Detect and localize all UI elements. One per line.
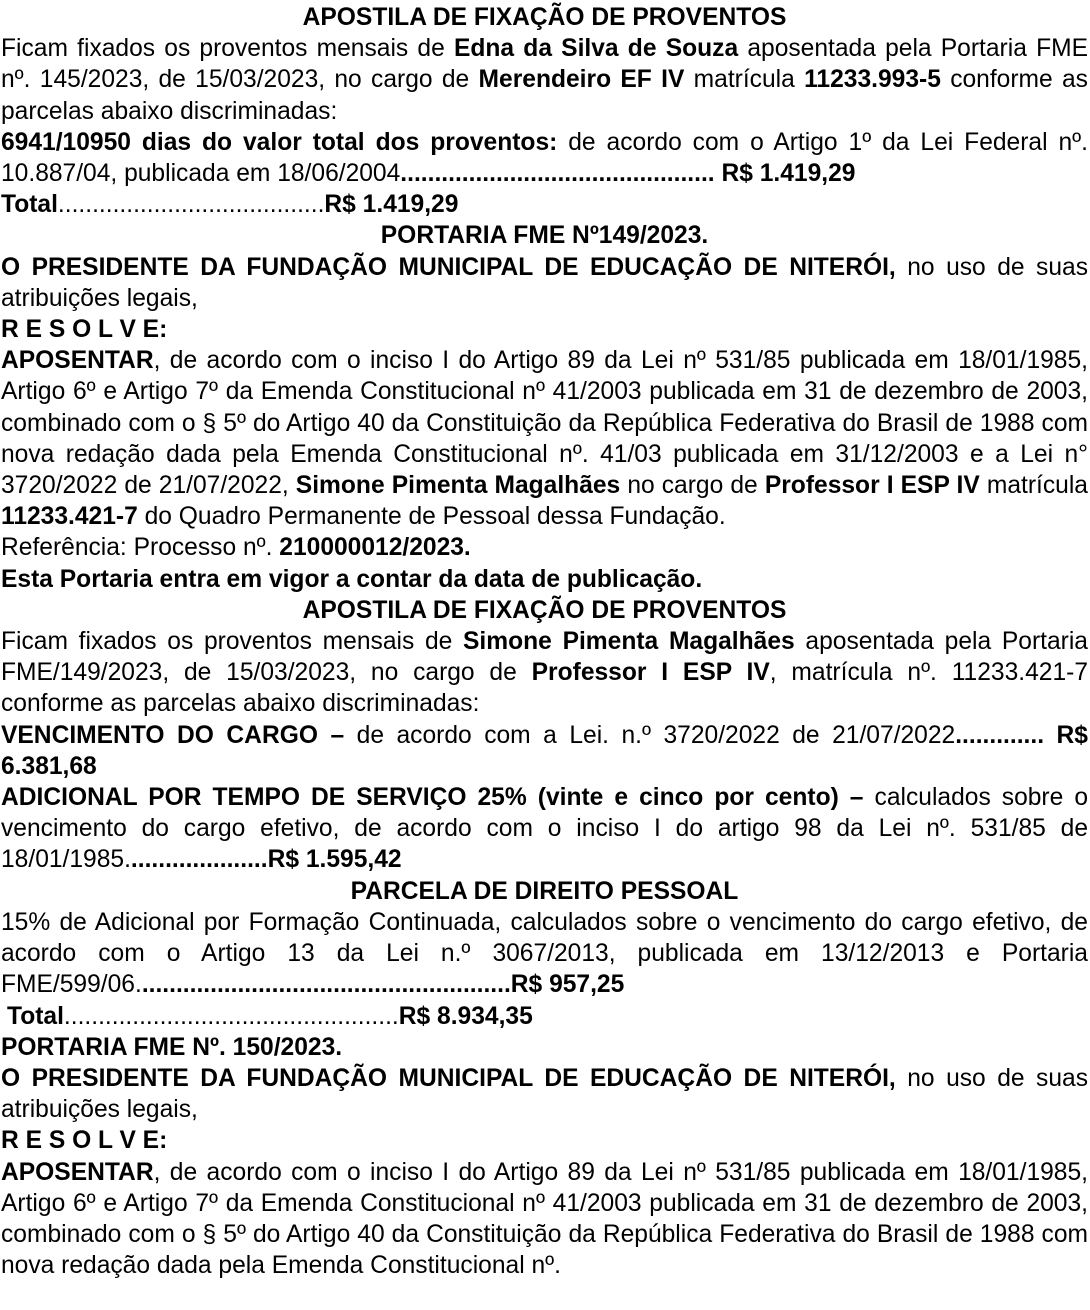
total-value: R$ 1.419,29 bbox=[324, 191, 459, 219]
beneficiary-name: Edna da Silva de Souza bbox=[453, 35, 739, 63]
apostila-2-heading: APOSTILA DE FIXAÇÃO DE PROVENTOS bbox=[302, 596, 787, 624]
intro-text: conforme as parcelas abaixo discriminadas: bbox=[1, 66, 1088, 125]
item-label: VENCIMENTO DO CARGO – bbox=[1, 721, 345, 749]
portaria-150-body bbox=[1, 1157, 1088, 1282]
adicional-item bbox=[1, 782, 1088, 876]
intro-text: aposentada pela Portaria FME nº. 145/2023, de 15/03/2023, no cargo de bbox=[1, 35, 1088, 94]
reference-label: Referência: Processo nº. bbox=[1, 534, 280, 562]
apostila-1-total bbox=[1, 189, 1088, 220]
item-text: 15% de Adicional por Formação Continuada, calculados sobre o vencimento do cargo efetivo, de acordo com o Artigo 13 da Lei n.º 3067/2013, publicada em 13/12/2013 e Portaria FME/599/06. bbox=[1, 908, 1088, 999]
item-value: R$ 1.419,29 bbox=[714, 160, 856, 188]
apostila-1-intro bbox=[1, 33, 1088, 127]
item-value: R$ 1.595,42 bbox=[267, 846, 402, 874]
item-value: R$ 6.381,68 bbox=[1, 721, 1088, 780]
president-text: no uso de suas atribuições legais, bbox=[1, 253, 1088, 312]
intro-text: , matrícula nº. 11233.421-7 conforme as parcelas abaixo discriminadas: bbox=[1, 659, 1089, 718]
leader-dots: .................... bbox=[130, 846, 268, 874]
effective-date-note: Esta Portaria entra em vigor a contar da data de publicação. bbox=[1, 565, 703, 593]
intro-text: Ficam fixados os proventos mensais de bbox=[1, 628, 464, 656]
intro-text: Ficam fixados os proventos mensais de bbox=[1, 35, 454, 63]
retiree-name: Simone Pimenta Magalhães bbox=[295, 472, 621, 500]
registration-number: 11233.421-7 bbox=[1, 503, 138, 531]
total-value: R$ 8.934,35 bbox=[398, 1002, 533, 1030]
process-reference bbox=[1, 532, 1088, 563]
body-text: matrícula bbox=[979, 472, 1088, 500]
resolve-label: R E S O L V E: bbox=[1, 1127, 168, 1155]
total-label: Total bbox=[7, 1002, 64, 1030]
portaria-149-heading: PORTARIA FME Nº149/2023. bbox=[380, 222, 709, 250]
job-title: Merendeiro EF IV bbox=[478, 66, 685, 94]
item-value: R$ 957,25 bbox=[510, 971, 625, 999]
resolve-label: R E S O L V E: bbox=[1, 316, 168, 344]
president-title: O PRESIDENTE DA FUNDAÇÃO MUNICIPAL DE EDUCAÇÃO DE NITERÓI, bbox=[1, 253, 896, 281]
item-text: de acordo com o Artigo 1º da Lei Federal nº. 10.887/04, publicada em 18/06/2004 bbox=[1, 128, 1088, 188]
process-number: 210000012/2023. bbox=[279, 534, 471, 562]
resolution-verb: APOSENTAR bbox=[1, 1158, 154, 1186]
apostila-2-intro bbox=[1, 626, 1088, 720]
item-text: de acordo com a Lei. n.º 3720/2022 de 21/07/2022 bbox=[344, 721, 956, 749]
job-title: Professor I ESP IV bbox=[764, 472, 980, 500]
portaria-149-president bbox=[1, 252, 1088, 314]
body-text: no cargo de bbox=[620, 472, 765, 500]
leader-dots: ...................................................... bbox=[141, 971, 511, 999]
job-title: Professor I ESP IV bbox=[531, 659, 770, 687]
leader-dots: ............. bbox=[955, 721, 1045, 749]
leader-dots: ................................................. bbox=[63, 1002, 399, 1030]
apostila-1-heading: APOSTILA DE FIXAÇÃO DE PROVENTOS bbox=[302, 4, 787, 31]
item-text: calculados sobre o vencimento do cargo efetivo, de acordo com o inciso I do artigo 98 da Lei nº. 531/85 de 18/01/1985. bbox=[1, 784, 1089, 874]
president-text: no uso de suas atribuições legais, bbox=[1, 1064, 1088, 1124]
body-text: , de acordo com o inciso I do Artigo 89 da Lei nº 531/85 publicada em 18/01/1985, Artigo 6º e Artigo 7º da Emenda Constitucional nº 41/2003 publicada em 31 de dezembro de 2003, combinado com o § 5º do Artigo 40 da Constituição da República Federativa do Brasil de 1988 com nova redação dada pela Emenda Constitucional nº. bbox=[1, 1158, 1088, 1280]
intro-text: matrícula bbox=[684, 66, 805, 94]
item-label: ADICIONAL POR TEMPO DE SERVIÇO 25% (vinte e cinco por cento) – bbox=[1, 784, 864, 812]
leader-dots: .............................................. bbox=[400, 160, 715, 188]
intro-text: aposentada pela Portaria FME/149/2023, de 15/03/2023, no cargo de bbox=[1, 628, 1088, 687]
body-text: , de acordo com o inciso I do Artigo 89 da Lei nº 531/85 publicada em 18/01/1985, Artigo 6º e Artigo 7º da Emenda Constitucional nº 41/2003 publicada em 31 de dezembro de 2003, combinado com o § 5º do Artigo 40 da Constituição da República Federativa do Brasil de 1988 com nova redação dada pela Emenda Constitucional nº. 41/03 publicada em 31/12/2003 e a Lei n° 3720/2022 de 21/07/2022, bbox=[1, 347, 1088, 500]
portaria-149-body bbox=[1, 345, 1088, 532]
body-text: do Quadro Permanente de Pessoal dessa Fundação. bbox=[137, 503, 726, 531]
item-label: 6941/10950 dias do valor total dos proventos: bbox=[1, 128, 558, 156]
registration-number: 11233.993-5 bbox=[804, 66, 941, 94]
leader-dots: ....................................... bbox=[57, 191, 325, 219]
parcela-heading: PARCELA DE DIREITO PESSOAL bbox=[350, 877, 739, 905]
apostila-1-item bbox=[1, 127, 1088, 189]
president-title: O PRESIDENTE DA FUNDAÇÃO MUNICIPAL DE EDUCAÇÃO DE NITERÓI, bbox=[1, 1064, 896, 1092]
portaria-150-president bbox=[1, 1063, 1088, 1125]
total-label: Total bbox=[1, 191, 58, 219]
formacao-item bbox=[1, 907, 1088, 1001]
beneficiary-name: Simone Pimenta Magalhães bbox=[463, 628, 795, 656]
portaria-150-heading: PORTARIA FME Nº. 150/2023. bbox=[1, 1033, 343, 1061]
resolution-verb: APOSENTAR bbox=[1, 347, 154, 375]
vencimento-item bbox=[1, 720, 1088, 782]
apostila-2-total bbox=[1, 1001, 1088, 1032]
